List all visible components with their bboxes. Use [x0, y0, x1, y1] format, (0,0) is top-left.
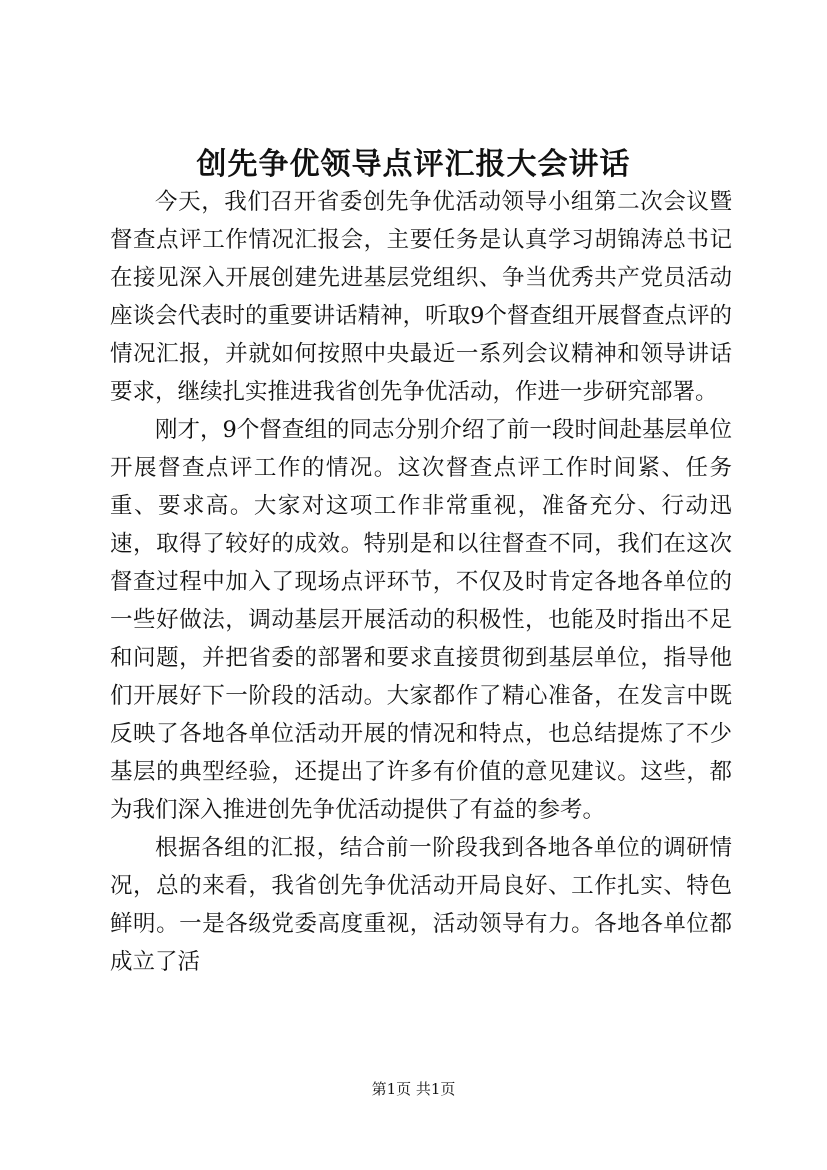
paragraph-3: 根据各组的汇报，结合前一阶段我到各地各单位的调研情况，总的来看，我省创先争优活动开局良好、工作扎实、特色鲜明。一是各级党委高度重视，活动领导有力。各地各单位都成立了活: [110, 835, 732, 975]
paragraph-1: 今天，我们召开省委创先争优活动领导小组第二次会议暨督查点评工作情况汇报会，主要任务是认真学习胡锦涛总书记在接见深入开展创建先进基层党组织、争当优秀共产党员活动座谈会代表时的重要讲话精神，听取9个督查组开展督查点评的情况汇报，并就如何按照中央最近一系列会议精神和领导讲话要求，继续扎实推进我省创先争优活动，作进一步研究部署。: [110, 189, 732, 405]
paragraph-2: 刚才，9个督查组的同志分别介绍了前一段时间赴基层单位开展督查点评工作的情况。这次督查点评工作时间紧、任务重、要求高。大家对这项工作非常重视，准备充分、行动迅速，取得了较好的成效。特别是和以往督查不同，我们在这次督查过程中加入了现场点评环节，不仅及时肯定各地各单位的一些好做法，调动基层开展活动的积极性，也能及时指出不足和问题，并把省委的部署和要求直接贯彻到基层单位，指导他们开展好下一阶段的活动。大家都作了精心准备，在发言中既反映了各地各单位活动开展的情况和特点，也总结提炼了不少基层的典型经验，还提出了许多有价值的意见建议。这些，都为我们深入推进创先争优活动提供了有益的参考。: [110, 417, 732, 823]
page-footer: 第1页 共1页: [371, 1080, 456, 1098]
document-body: [110, 183, 732, 981]
document-title: 创先争优领导点评汇报大会讲话: [196, 147, 631, 182]
